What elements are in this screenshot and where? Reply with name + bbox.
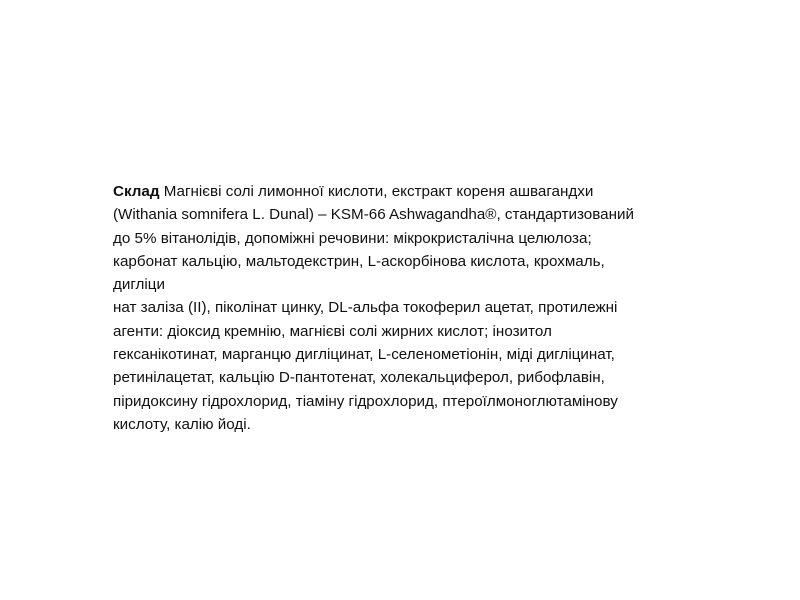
composition-line-3: до 5% вітанолідів, допоміжні речовини: мікрокристалічна целюлоза; [113,229,592,247]
composition-line-2: (Withania somnifera L. Dunal) – KSM-66 Ashwagandha®, стандартизований [113,206,634,224]
composition-line-6: нат заліза (II), піколінат цинку, DL-альфа токоферил ацетат, протилежні [113,299,618,317]
composition-line-11: кислоту, калію йоді. [113,415,251,433]
composition-line-9: ретинілацетат, кальцію D-пантотенат, холекальциферол, рибофлавін, [113,369,605,387]
composition-line-8: гексанікотинат, марганцю дигліцинат, L-селенометіонін, міді дигліцинат, [113,346,615,364]
composition-text: Магнієві солі лимонної кислоти, екстракт кореня ашвагандхи [163,183,594,200]
composition-text-block [113,180,753,436]
composition-line-4: карбонат кальцію, мальтодекстрин, L-аскорбінова кислота, крохмаль, [113,252,605,270]
composition-line-5: дигліци [113,276,165,294]
composition-heading: Склад [113,183,160,200]
composition-line-10: піридоксину гідрохлорид, тіаміну гідрохлорид, птероїлмоноглютамінову [113,392,618,410]
composition-line-7: агенти: діоксид кремнію, магнієві солі жирних кислот; інозитол [113,322,552,340]
composition-line-1 [113,180,753,203]
